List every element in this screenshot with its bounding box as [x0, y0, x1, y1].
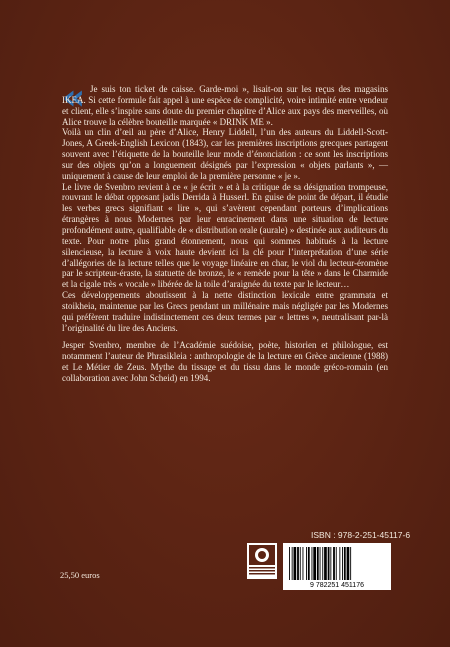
price: 25,50 euros [60, 570, 100, 580]
isbn: ISBN : 978-2-251-45117-6 [311, 530, 411, 540]
barcode [283, 543, 391, 590]
paragraph-2: Voilà un clin d’œil au père d’Alice, Henry Liddell, l’un des auteurs du Liddell-Scott-Jones, A Greek-English Lexicon (1843), car les premières inscriptions grecques partagent souvent avec l’étiquette de la bouteille leur mode d’énonciation : ce sont les inscriptions sur des objets qu’on a longuement désignés par l’expression « objets parlants », — uniquement à cause de leur emploi de la première personne « je ». [62, 127, 388, 181]
publisher-logo-icon [247, 543, 277, 579]
back-cover-text [62, 84, 388, 384]
paragraph-1: Je suis ton ticket de caisse. Garde-moi », lisait-on sur les reçus des magasins IKEA. Si cette formule fait appel à une espèce de complicité, voire intimité entre vendeur et client, elle s’inspire sans doute du premier chapitre d’Alice aux pays des merveilles, où Alice trouve la célèbre bouteille marquée « DRINK ME ». [62, 84, 388, 127]
barcode-digits: 9 782251 451176 [310, 582, 364, 589]
paragraph-3: Le livre de Svenbro revient à ce « je écrit » et à la critique de sa désignation trompeuse, rouvrant le débat opposant jadis Derrida à Husserl. En guise de point de départ, il étudie les verbes grecs signifiant « lire », qui s’avèrent cependant porteurs d’implications étrangères à nous Modernes par leur enracinement dans une situation de lecture profondément autre, qualifiable de « distribution orale (aurale) » destinée aux auditeurs du texte. Pour notre plus grand étonnement, nous qui sommes habitués à la lecture silencieuse, la lecture à voix haute devient ici la clé pour l’interprétation d’une série d’allégories de la lecture telles que le voyage linéaire en char, le viol du lecteur-éromène par le scripteur-éraste, la statuette de bronze, le « remède pour la tête » dans le Charmide et la cigale très « vocale » libérée de la toile d’araignée du texte par le lecteur… [62, 181, 388, 290]
paragraph-5: Jesper Svenbro, membre de l’Académie suédoise, poète, historien et philologue, est notamment l’auteur de Phrasikleia : anthropologie de la lecture en Grèce ancienne (1988) et Le Métier de Zeus. Mythe du tissage et du tissu dans le monde gréco-romain (en collaboration avec John Scheid) en 1994. [62, 340, 388, 383]
paragraph-4: Ces développements aboutissent à la nette distinction lexicale entre grammata et stoikheia, maintenue par les Grecs pendant un millénaire mais négligée par les Modernes qui préfèrent traduire indistinctement ces deux termes par « lettres », neutralisant par-là l’originalité du lire des Anciens. [62, 290, 388, 333]
opening-quote-icon: « [62, 77, 86, 118]
